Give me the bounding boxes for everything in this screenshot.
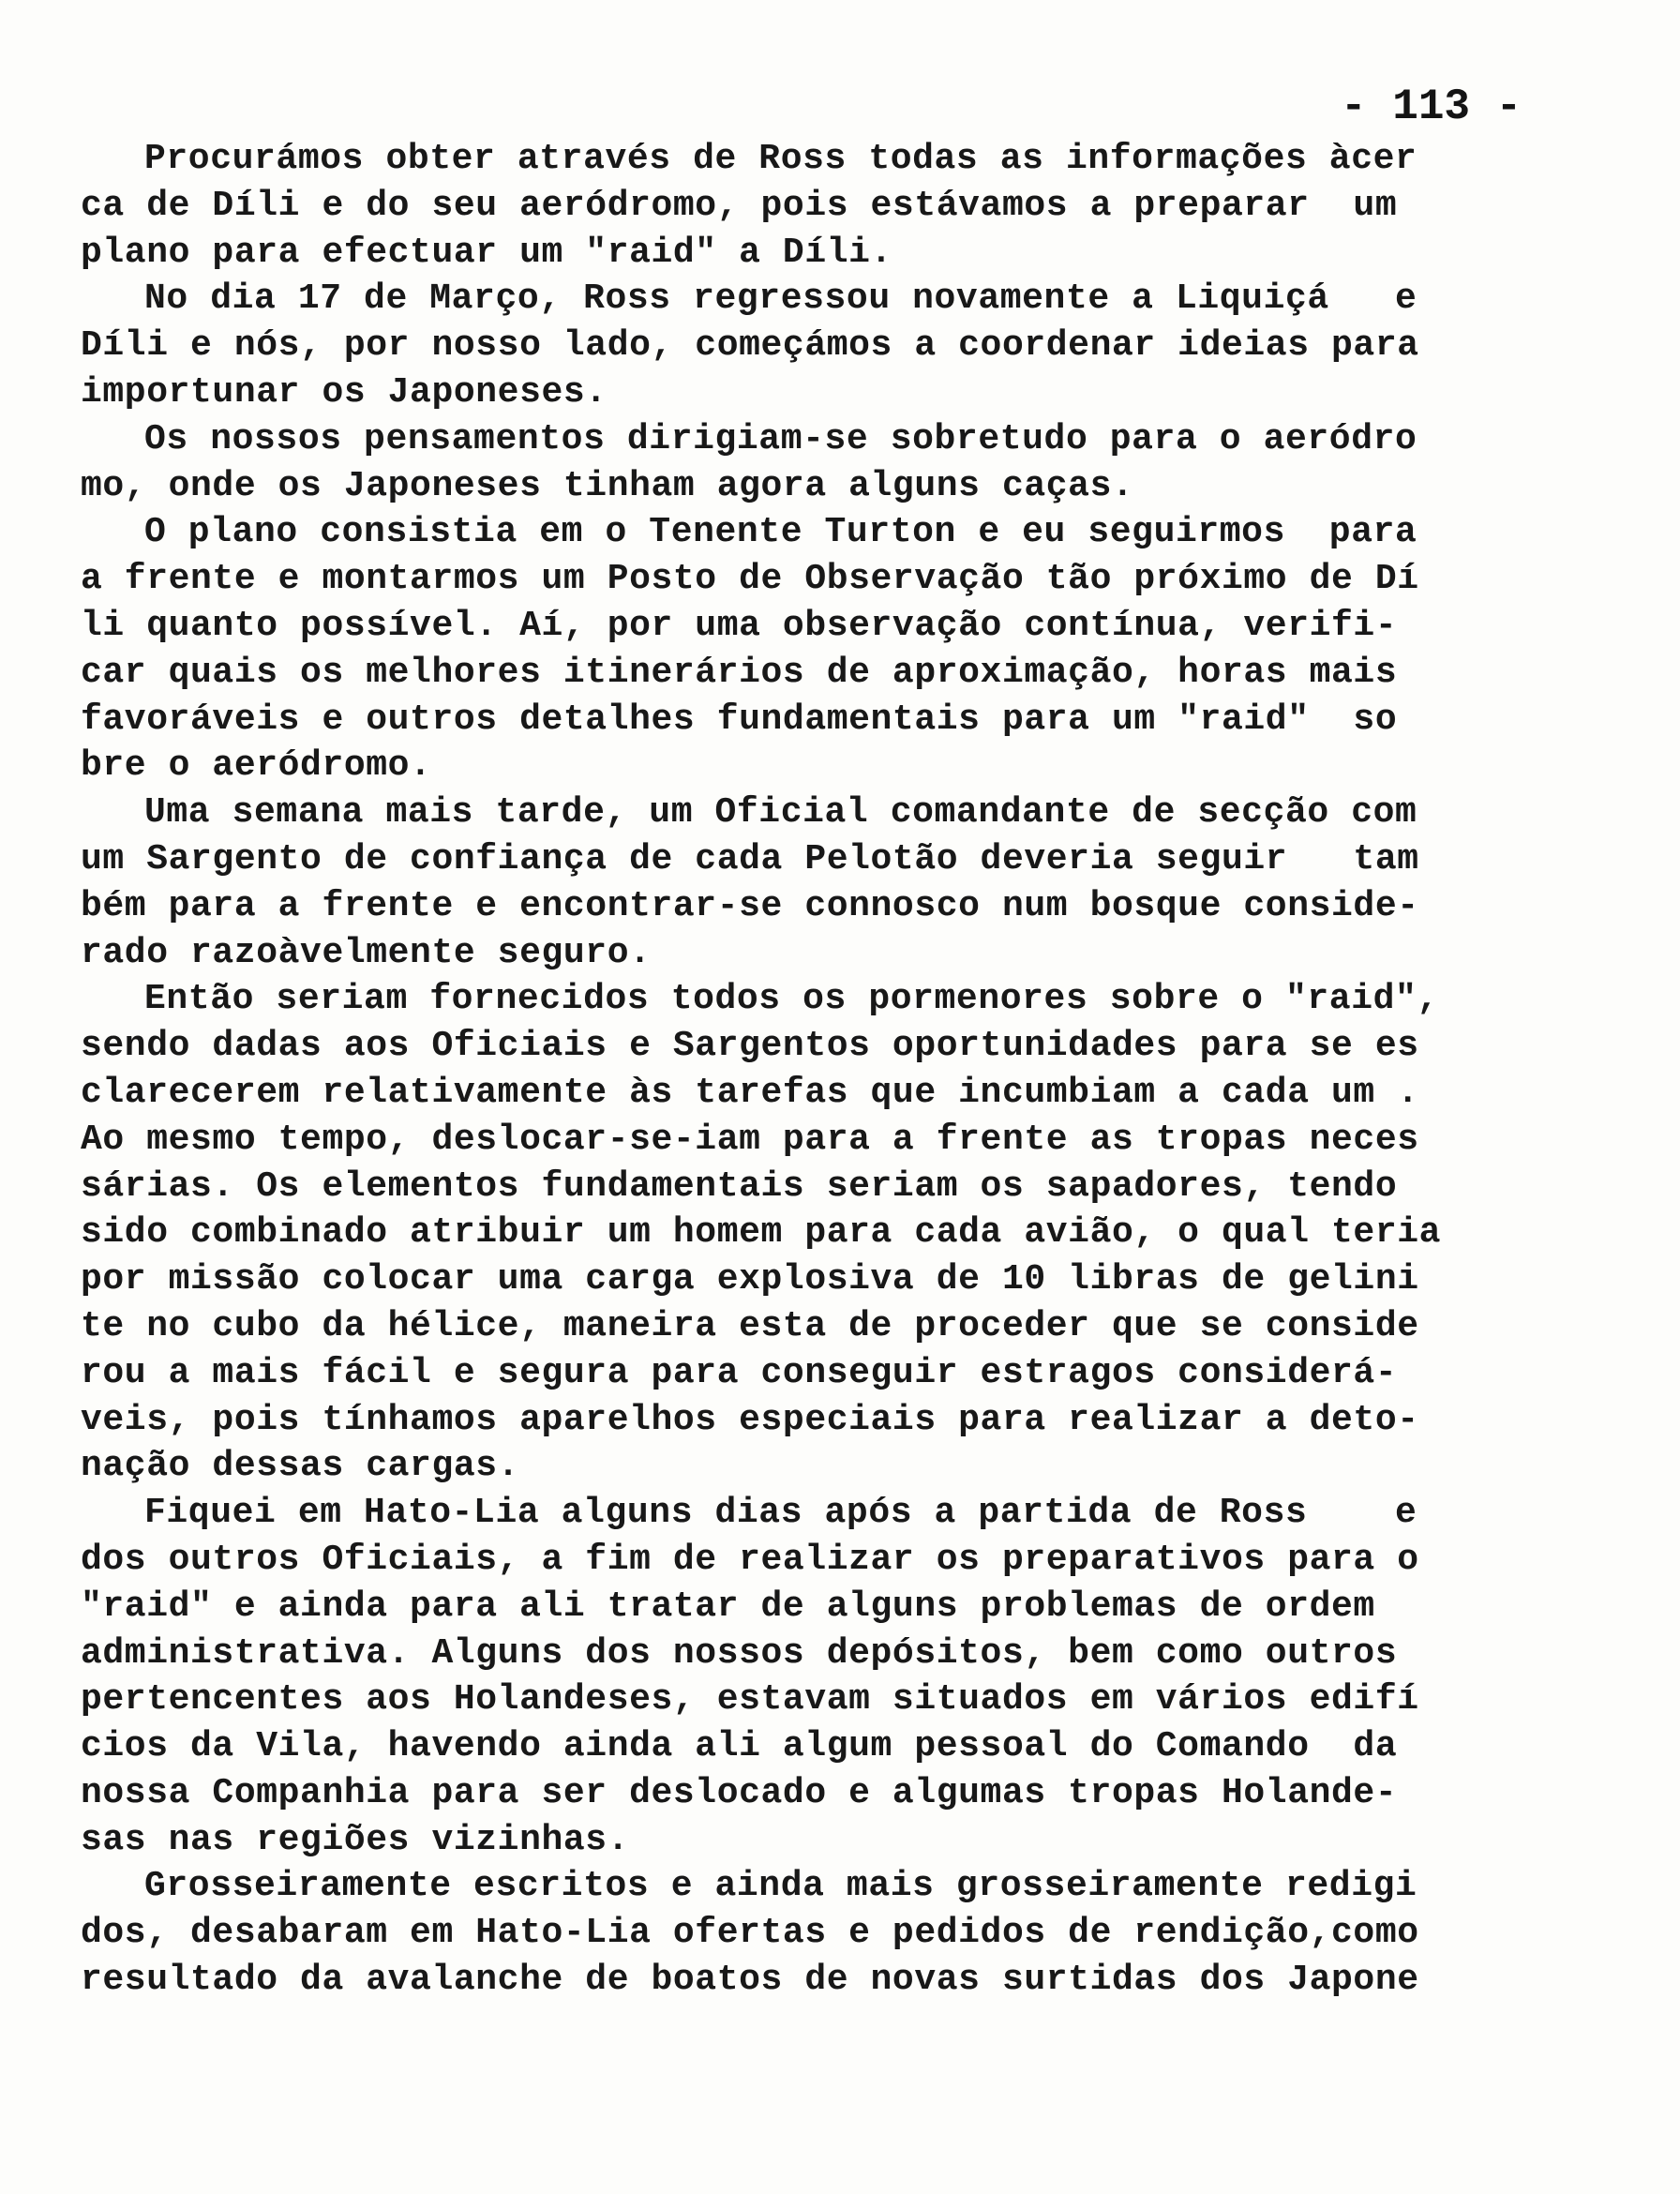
text-line: por missão colocar uma carga explosiva de 10 libras de gelini [81, 1259, 1419, 1300]
text-line: bre o aeródromo. [81, 745, 432, 787]
text-line: Uma semana mais tarde, um Oficial comandante de secção com [144, 792, 1418, 834]
text-line: nação dessas cargas. [81, 1446, 520, 1487]
text-line: um Sargento de confiança de cada Pelotão deveria seguir tam [81, 838, 1419, 879]
text-line: dos outros Oficiais, a fim de realizar os preparativos para o [81, 1539, 1419, 1580]
text-line: rou a mais fácil e segura para conseguir estragos considerá- [81, 1352, 1398, 1393]
text-line: Os nossos pensamentos dirigiam-se sobretudo para o aeródro [144, 418, 1418, 459]
text-line: pertencentes aos Holandeses, estavam situados em vários edifí [81, 1679, 1419, 1721]
text-line: cios da Vila, havendo ainda ali algum pessoal do Comando da [81, 1726, 1398, 1767]
text-line: Ao mesmo tempo, deslocar-se-iam para a frente as tropas neces [81, 1119, 1419, 1160]
text-body [81, 136, 1543, 2004]
text-line: bém para a frente e encontrar-se connosco num bosque conside- [81, 885, 1419, 926]
text-line: administrativa. Alguns dos nossos depósitos, bem como outros [81, 1632, 1398, 1674]
text-line: importunar os Japoneses. [81, 371, 608, 413]
text-line: Díli e nós, por nosso lado, começámos a coordenar ideias para [81, 325, 1419, 367]
text-line: mo, onde os Japoneses tinham agora alguns caças. [81, 465, 1134, 506]
text-line: car quais os melhores itinerários de aproximação, horas mais [81, 652, 1398, 693]
text-line: rado razoàvelmente seguro. [81, 932, 652, 973]
text-line: sido combinado atribuir um homem para cada avião, o qual teria [81, 1212, 1442, 1254]
text-line: Procurámos obter através de Ross todas as informações àcer [144, 139, 1418, 179]
text-line: "raid" e ainda para ali tratar de alguns problemas de ordem [81, 1585, 1375, 1627]
text-line: Então seriam fornecidos todos os pormenores sobre o "raid", [144, 979, 1439, 1020]
text-line: No dia 17 de Março, Ross regressou novamente a Liquiçá e [144, 278, 1418, 320]
text-line: ca de Díli e do seu aeródromo, pois estávamos a preparar um [81, 185, 1398, 226]
text-line: resultado da avalanche de boatos de novas surtidas dos Japone [81, 1960, 1419, 2001]
text-line: veis, pois tínhamos aparelhos especiais para realizar a deto- [81, 1399, 1419, 1440]
text-line: clarecerem relativamente às tarefas que incumbiam a cada um . [81, 1072, 1419, 1113]
text-line: sendo dadas aos Oficiais e Sargentos oportunidades para se es [81, 1026, 1419, 1067]
text-line: te no cubo da hélice, maneira esta de proceder que se conside [81, 1305, 1419, 1346]
page-number: - 113 - [1341, 83, 1522, 131]
text-line: favoráveis e outros detalhes fundamentais para um "raid" so [81, 699, 1398, 740]
text-line: O plano consistia em o Tenente Turton e eu seguirmos para [144, 512, 1418, 553]
text-line: Fiquei em Hato-Lia alguns dias após a partida de Ross e [144, 1493, 1418, 1534]
text-line: sas nas regiões vizinhas. [81, 1819, 630, 1860]
text-line: dos, desabaram em Hato-Lia ofertas e pedidos de rendição,como [81, 1913, 1419, 1954]
text-line: nossa Companhia para ser deslocado e algumas tropas Holande- [81, 1772, 1398, 1813]
text-line: Grosseiramente escritos e ainda mais grosseiramente redigi [144, 1866, 1418, 1907]
text-line: plano para efectuar um "raid" a Díli. [81, 232, 892, 273]
text-line: li quanto possível. Aí, por uma observação contínua, verifi- [81, 605, 1398, 646]
text-line: a frente e montarmos um Posto de Observação tão próximo de Dí [81, 559, 1419, 600]
text-line: sárias. Os elementos fundamentais seriam os sapadores, tendo [81, 1165, 1398, 1207]
